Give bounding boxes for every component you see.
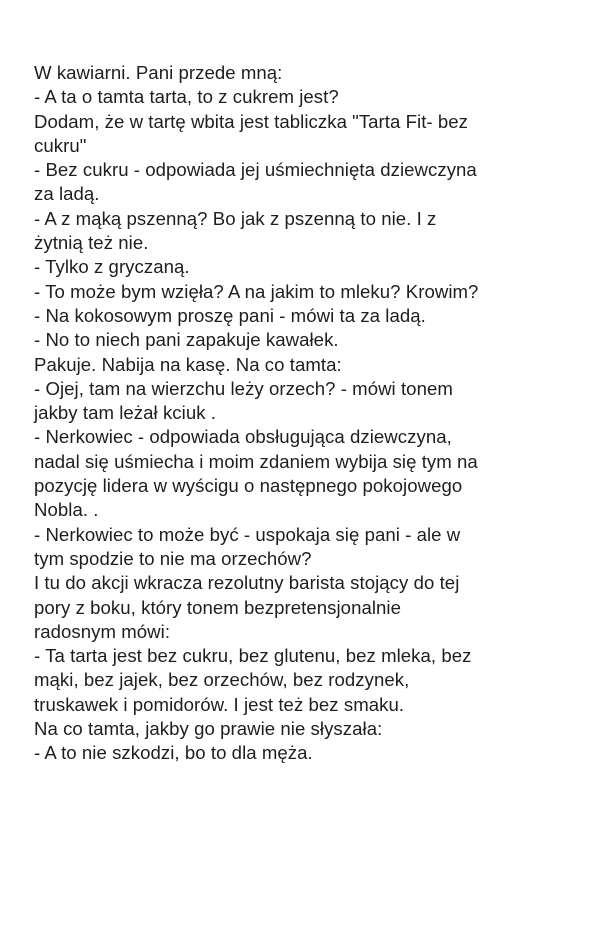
text-line: - Nerkowiec - odpowiada obsługująca dziewczyna, [34, 426, 452, 448]
text-line: - Na kokosowym proszę pani - mówi ta za ladą. [34, 304, 426, 326]
text-line: - Nerkowiec to może być - uspokaja się pani - ale w [34, 523, 461, 545]
text-line: nadal się uśmiecha i moim zdaniem wybija się tym na [34, 450, 478, 472]
text-line: cukru" [34, 134, 87, 156]
text-line: pozycję lidera w wyścigu o następnego pokojowego [34, 475, 463, 497]
text-line: - Ta tarta jest bez cukru, bez glutenu, bez mleka, bez [34, 645, 472, 667]
text-line: - A to nie szkodzi, bo to dla męża. [34, 742, 313, 764]
text-line: - No to niech pani zapakuje kawałek. [34, 329, 339, 351]
text-line: - To może bym wzięła? A na jakim to mleku? Krowim? [34, 280, 479, 302]
text-line: Na co tamta, jakby go prawie nie słyszała: [34, 718, 383, 740]
text-line: - Tylko z gryczaną. [34, 256, 190, 278]
text-line: Dodam, że w tartę wbita jest tabliczka "Tarta Fit- bez [34, 110, 469, 132]
text-line: radosnym mówi: [34, 620, 171, 642]
text-line: Nobla. . [34, 499, 99, 521]
text-line: Pakuje. Nabija na kasę. Na co tamta: [34, 353, 342, 375]
text-line: - A z mąką pszenną? Bo jak z pszenną to nie. I z [34, 207, 437, 229]
text-line: mąki, bez jajek, bez orzechów, bez rodzynek, [34, 669, 410, 691]
text-line: za ladą. [34, 183, 100, 205]
post-text [34, 61, 584, 766]
text-line: W kawiarni. Pani przede mną: [34, 62, 283, 83]
text-line: I tu do akcji wkracza rezolutny barista stojący do tej [34, 572, 460, 594]
text-line: pory z boku, który tonem bezpretensjonalnie [34, 596, 401, 618]
text-line: - Ojej, tam na wierzchu leży orzech? - mówi tonem [34, 377, 453, 399]
text-line: tym spodzie to nie ma orzechów? [34, 547, 312, 569]
text-line: truskawek i pomidorów. I jest też bez smaku. [34, 693, 405, 715]
text-line: - Bez cukru - odpowiada jej uśmiechnięta dziewczyna [34, 159, 477, 181]
text-line: - A ta o tamta tarta, to z cukrem jest? [34, 86, 339, 108]
text-line: jakby tam leżał kciuk . [34, 402, 216, 424]
text-line: żytnią też nie. [34, 232, 149, 254]
